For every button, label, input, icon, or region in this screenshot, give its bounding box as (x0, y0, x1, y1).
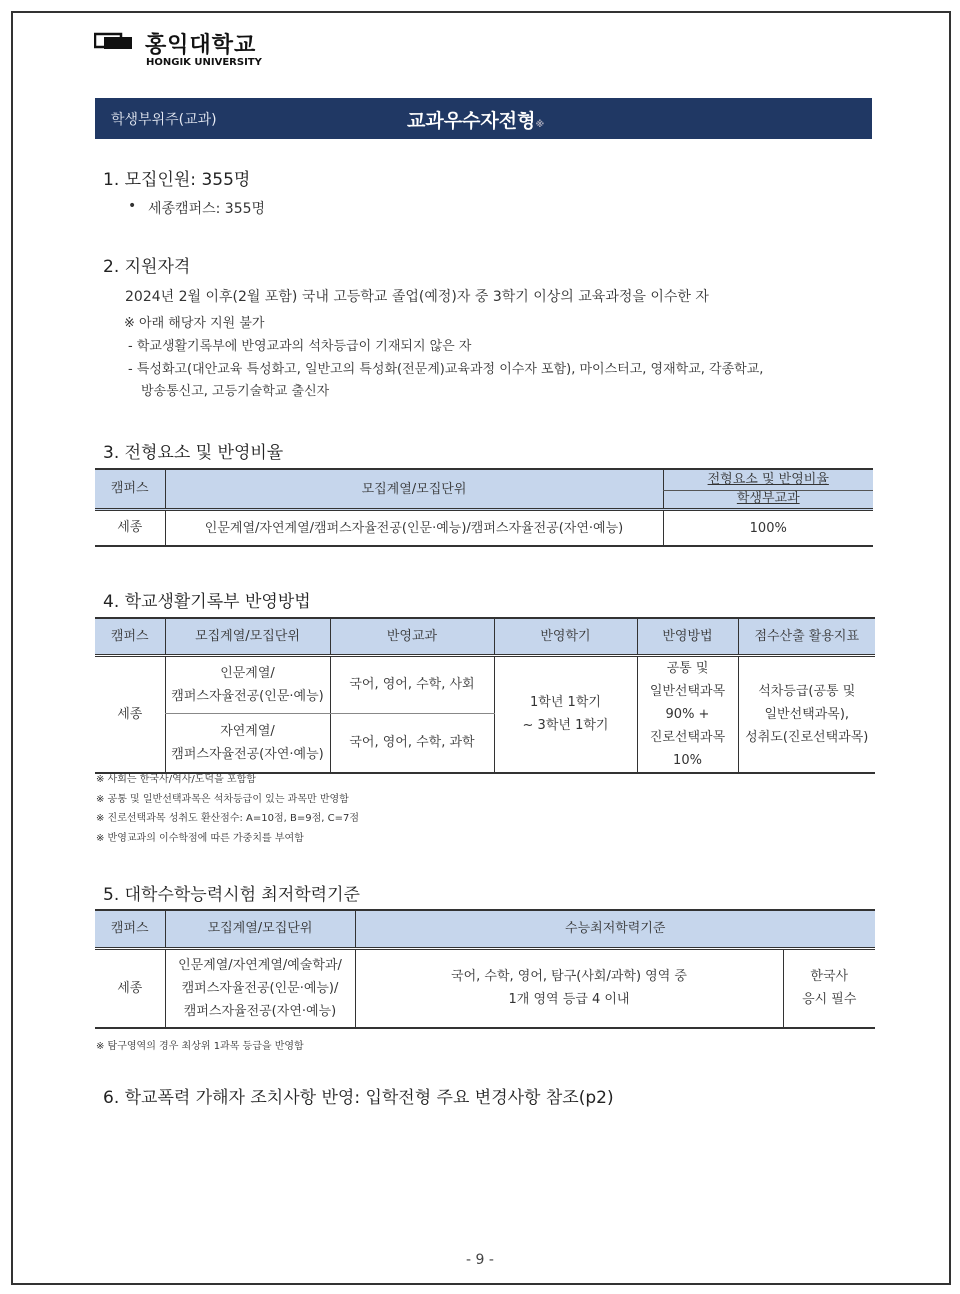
unit-line1: 인문계열/자연계열/예술학과/ (178, 957, 342, 973)
th-subjects: 반영교과 (330, 618, 494, 655)
index-line1: 석차등급(공통 및 (758, 683, 856, 699)
exclusion-2: - 특성화고(대안교육 특성화고, 일반고의 특성화(전문계)교육과정 이수자 포함), 마이스터고, 영재학교, 각종학교, (128, 362, 764, 377)
page-number: - 9 - (466, 1252, 494, 1268)
cell-unit (165, 948, 355, 1028)
method-line2: 일반선택과목 (649, 683, 726, 699)
cell-subjects-2: 국어, 영어, 수학, 과학 (330, 714, 494, 773)
cell-campus: 세종 (117, 520, 143, 535)
method-line4: 진로선택과목 (649, 729, 726, 745)
th-criteria: 수능최저학력기준 (355, 910, 875, 948)
cell-unit: 인문계열/자연계열/캠퍼스자율전공(인문·예능)/캠퍼스자율전공(자연·예능) (165, 510, 663, 547)
th-ratio: 전형요소 및 반영비율 (663, 469, 873, 490)
th-campus: 캠퍼스 (95, 469, 165, 510)
th-record: 학생부교과 (663, 490, 873, 509)
record-note-2: ※ 공통 및 일반선택과목은 석차등급이 있는 과목만 반영함 (96, 794, 349, 805)
cell-unit-1 (165, 655, 330, 714)
th-campus: 캠퍼스 (95, 910, 165, 948)
unit-1-line1: 인문계열/ (220, 665, 275, 681)
cell-index (738, 655, 875, 773)
cell-ratio: 100% (663, 510, 873, 547)
semester-line2: ~ 3학년 1학기 (522, 718, 609, 733)
title-banner (95, 98, 872, 139)
unit-2-line1: 자연계열/ (220, 723, 275, 739)
criteria-line1: 국어, 수학, 영어, 탐구(사회/과학) 영역 중 (451, 969, 687, 985)
record-note-3: ※ 진로선택과목 성취도 환산점수: A=10점, B=9점, C=7점 (96, 813, 360, 824)
history-line2: 응시 필수 (802, 992, 857, 1008)
cell-campus: 세종 (117, 706, 143, 722)
record-note-1: ※ 사회는 한국사/역사/도덕을 포함함 (96, 774, 256, 785)
criteria-line2: 1개 영역 등급 4 이내 (508, 992, 630, 1008)
th-unit: 모집계열/모집단위 (165, 618, 330, 655)
th-campus: 캠퍼스 (95, 618, 165, 655)
cell-criteria (355, 948, 783, 1028)
unit-2-line2: 캠퍼스자율전공(자연·예능) (171, 746, 324, 762)
eligibility-note: ※ 아래 해당자 지원 불가 (124, 316, 265, 331)
exclusion-1: - 학교생활기록부에 반영교과의 석차등급이 기재되지 않은 자 (128, 339, 472, 354)
th-semester: 반영학기 (494, 618, 637, 655)
ratio-table (95, 468, 873, 547)
section-6-heading: 6. 학교폭력 가해자 조치사항 반영: 입학전형 주요 변경사항 참조(p2) (103, 1088, 614, 1108)
unit-line3: 캠퍼스자율전공(자연·예능) (183, 1003, 337, 1019)
th-unit: 모집계열/모집단위 (165, 469, 663, 510)
section-2-heading: 2. 지원자격 (103, 257, 191, 277)
cell-korean-history (783, 948, 875, 1028)
th-unit: 모집계열/모집단위 (165, 910, 355, 948)
th-index: 점수산출 활용지표 (738, 618, 875, 655)
hongik-logo-icon (94, 32, 134, 50)
bullet: • (128, 198, 137, 214)
index-line3: 성취도(진로선택과목) (745, 729, 869, 745)
history-line1: 한국사 (810, 969, 849, 985)
section-3-heading: 3. 전형요소 및 반영비율 (103, 443, 284, 463)
section-4-heading: 4. 학교생활기록부 반영방법 (103, 592, 311, 612)
csat-note: ※ 탐구영역의 경우 최상위 1과목 등급을 반영함 (96, 1041, 304, 1052)
banner-category: 학생부위주(교과) (111, 112, 217, 128)
cell-unit-2 (165, 714, 330, 773)
logo-korean: 홍익대학교 (145, 33, 257, 58)
index-line2: 일반선택과목), (764, 706, 850, 722)
banner-mark: ※ (535, 120, 545, 130)
semester-line1: 1학년 1학기 (530, 695, 601, 710)
logo-english: HONGIK UNIVERSITY (146, 57, 262, 68)
section-1-heading: 1. 모집인원: 355명 (103, 170, 251, 190)
record-table (95, 617, 875, 774)
section-5-heading: 5. 대학수학능력시험 최저학력기준 (103, 885, 360, 905)
cell-subjects-1: 국어, 영어, 수학, 사회 (330, 655, 494, 714)
cell-semester (494, 655, 637, 773)
campus-quota: 세종캠퍼스: 355명 (148, 201, 266, 217)
method-line1: 공통 및 (666, 660, 709, 676)
cell-campus: 세종 (117, 980, 143, 996)
banner-title-text: 교과우수자전형 (407, 110, 536, 132)
cell-method (637, 655, 738, 773)
record-note-4: ※ 반영교과의 이수학점에 따른 가중치를 부여함 (96, 833, 304, 844)
eligibility-text: 2024년 2월 이후(2월 포함) 국내 고등학교 졸업(예정)자 중 3학기 이상의 교육과정을 이수한 자 (125, 289, 709, 305)
exclusion-2-cont: 방송통신고, 고등기술학교 출신자 (141, 384, 330, 399)
unit-line2: 캠퍼스자율전공(인문·예능)/ (181, 980, 339, 996)
method-line5: 10% (673, 752, 702, 768)
unit-1-line2: 캠퍼스자율전공(인문·예능) (171, 688, 324, 704)
banner-title (407, 106, 544, 133)
method-line3: 90% + (665, 706, 710, 722)
th-method: 반영방법 (637, 618, 738, 655)
csat-table (95, 909, 875, 1029)
